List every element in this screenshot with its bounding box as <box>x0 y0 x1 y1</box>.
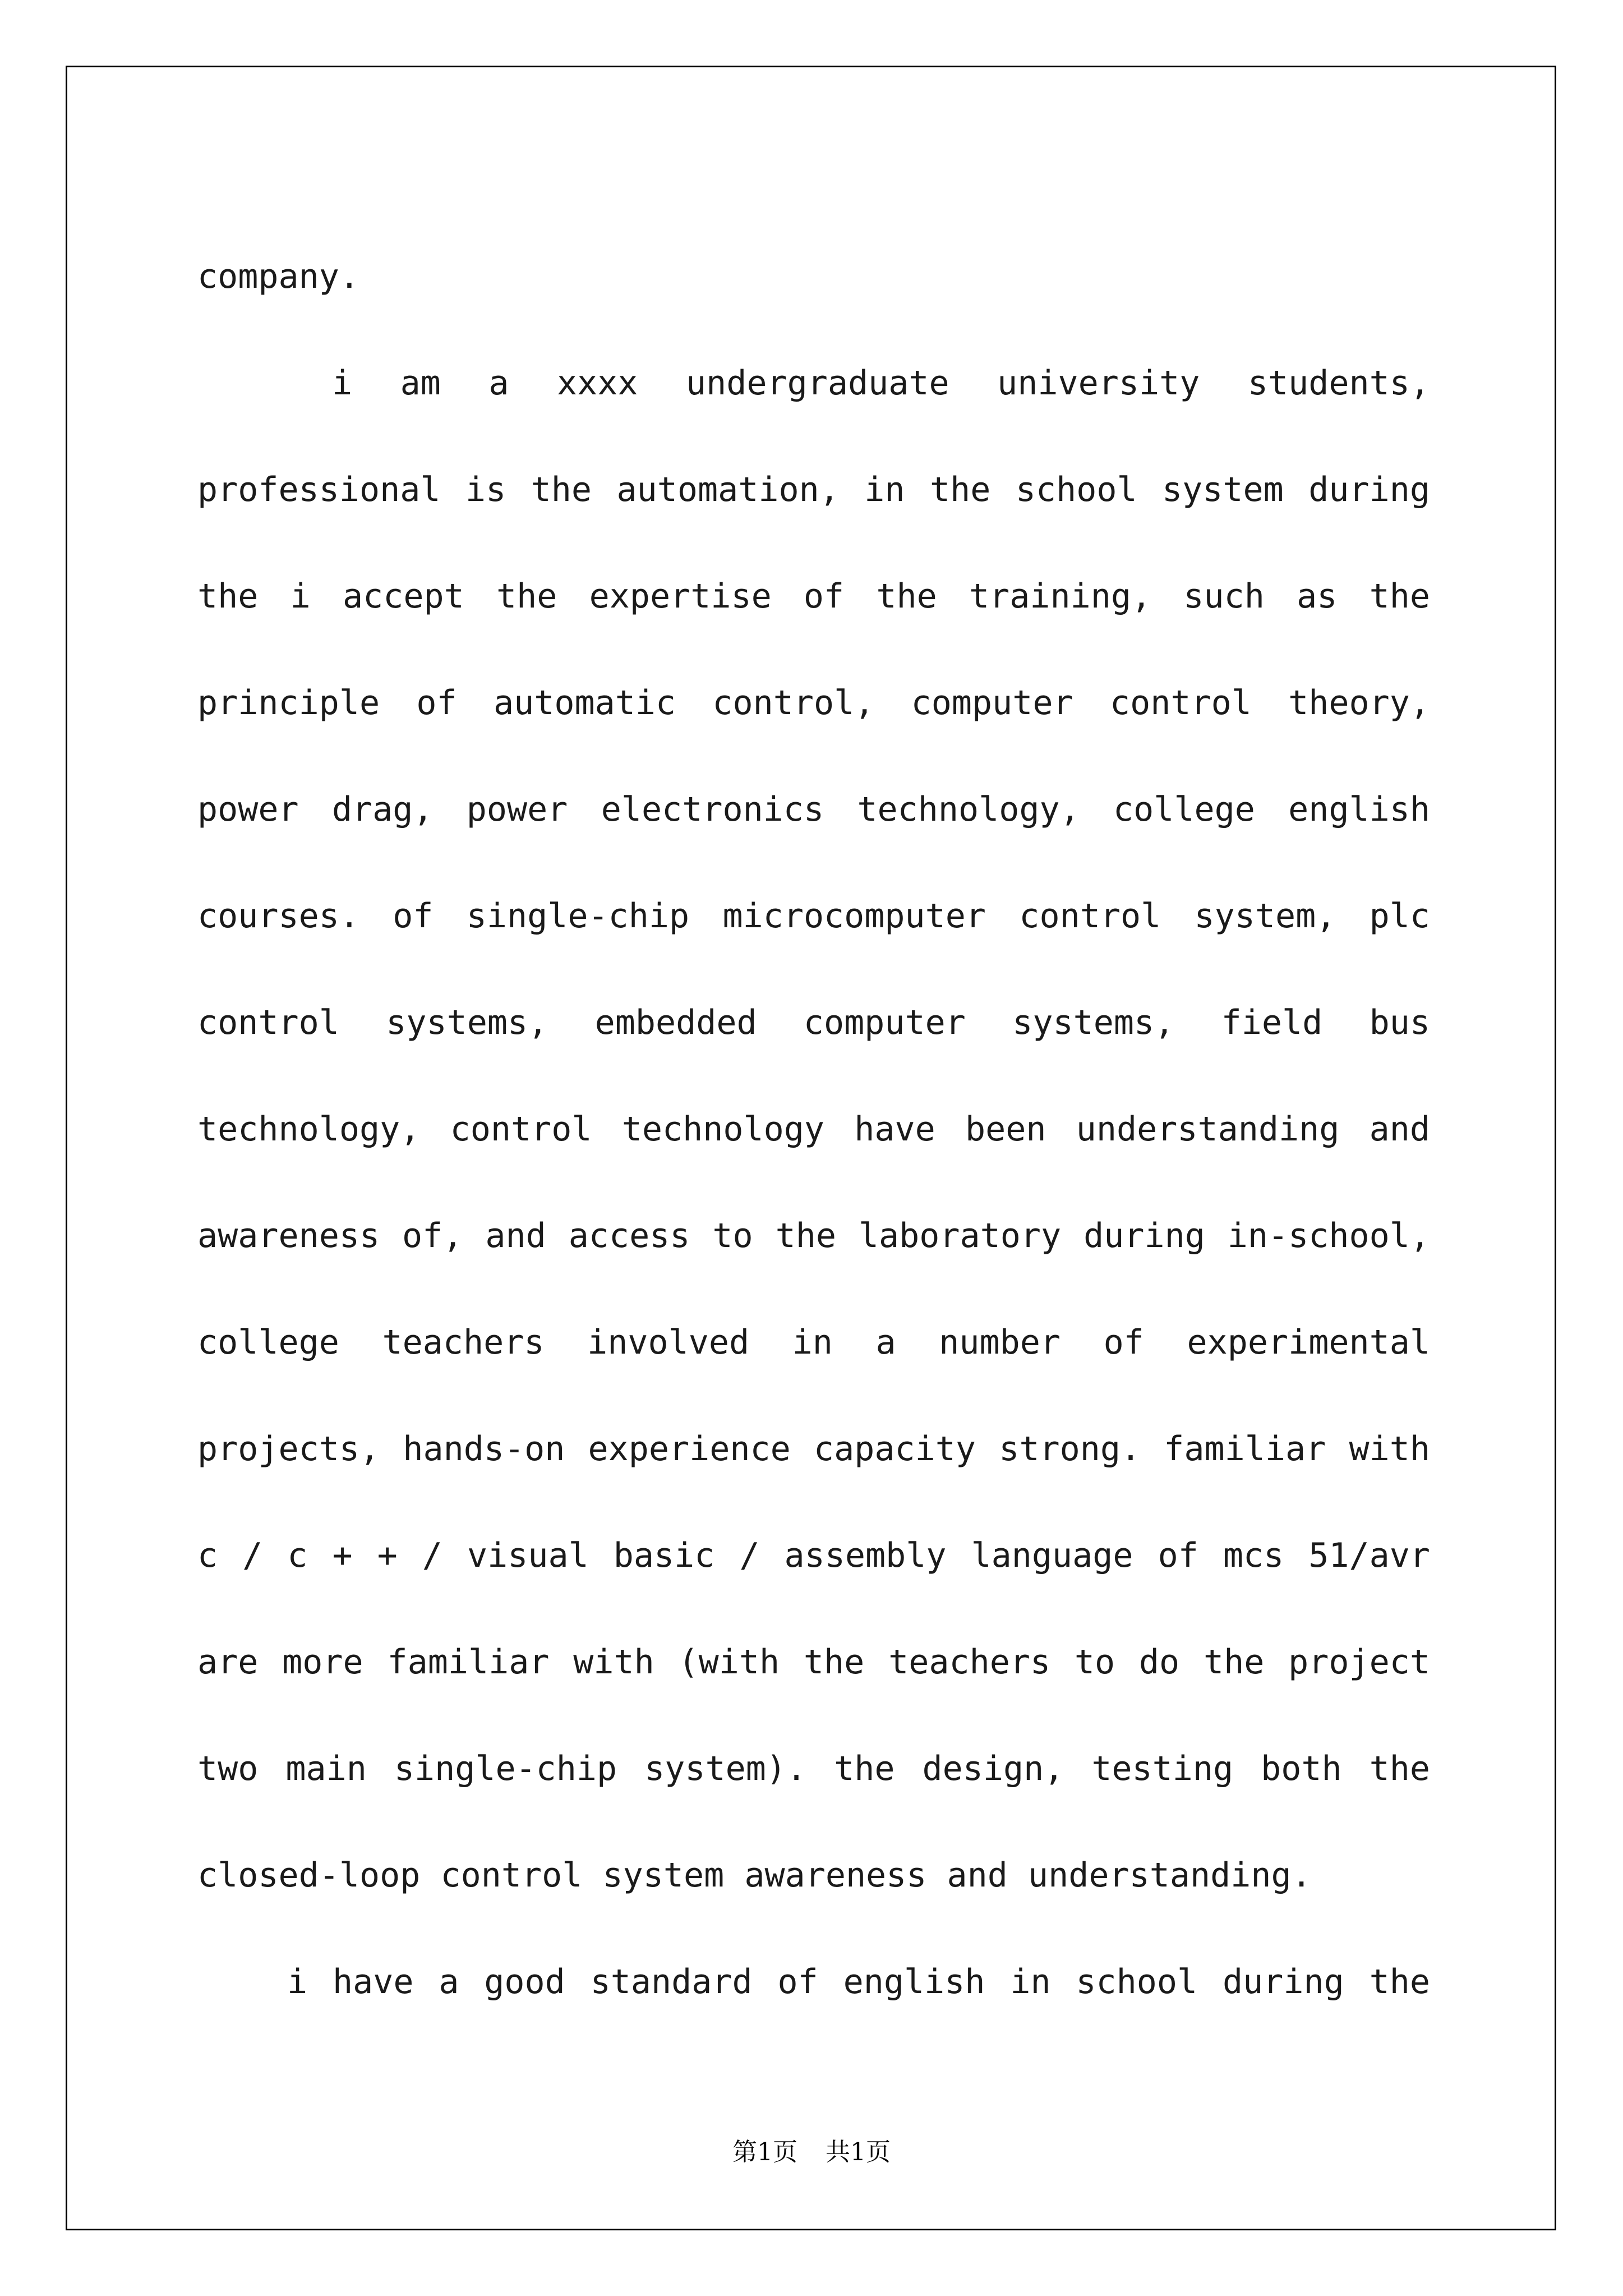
text-line: two main single-chip system). the design, testing both the <box>197 1749 1430 1788</box>
text-line: are more familiar with (with the teachers to do the project <box>197 1642 1430 1682</box>
page-number-current: 第1页 <box>732 2138 797 2166</box>
text-line: principle of automatic control, computer control theory, <box>197 683 1430 723</box>
text-line: professional is the automation, in the school system during <box>197 470 1430 509</box>
text-line: closed-loop control system awareness and understanding. <box>197 1856 1312 1895</box>
text-line: projects, hands-on experience capacity strong. familiar with <box>197 1429 1430 1469</box>
text-line: i am a xxxx undergraduate university students, <box>332 364 1430 403</box>
text-line: c / c + + / visual basic / assembly language of mcs 51/avr <box>197 1536 1430 1575</box>
text-line: company. <box>197 257 359 296</box>
text-line: college teachers involved in a number of experimental <box>197 1323 1430 1362</box>
text-line: technology, control technology have been understanding and <box>197 1110 1430 1149</box>
text-line: power drag, power electronics technology, college english <box>197 790 1430 829</box>
document-body <box>197 223 1430 2035</box>
text-line: the i accept the expertise of the training, such as the <box>197 577 1430 616</box>
text-line: i have a good standard of english in school during the <box>287 1962 1430 2001</box>
page-number-total: 共1页 <box>826 2138 891 2166</box>
page-footer <box>0 2132 1623 2168</box>
text-line: control systems, embedded computer systems, field bus <box>197 1003 1430 1042</box>
text-line: awareness of, and access to the laboratory during in-school, <box>197 1216 1430 1255</box>
text-line: courses. of single-chip microcomputer control system, plc <box>197 896 1430 936</box>
